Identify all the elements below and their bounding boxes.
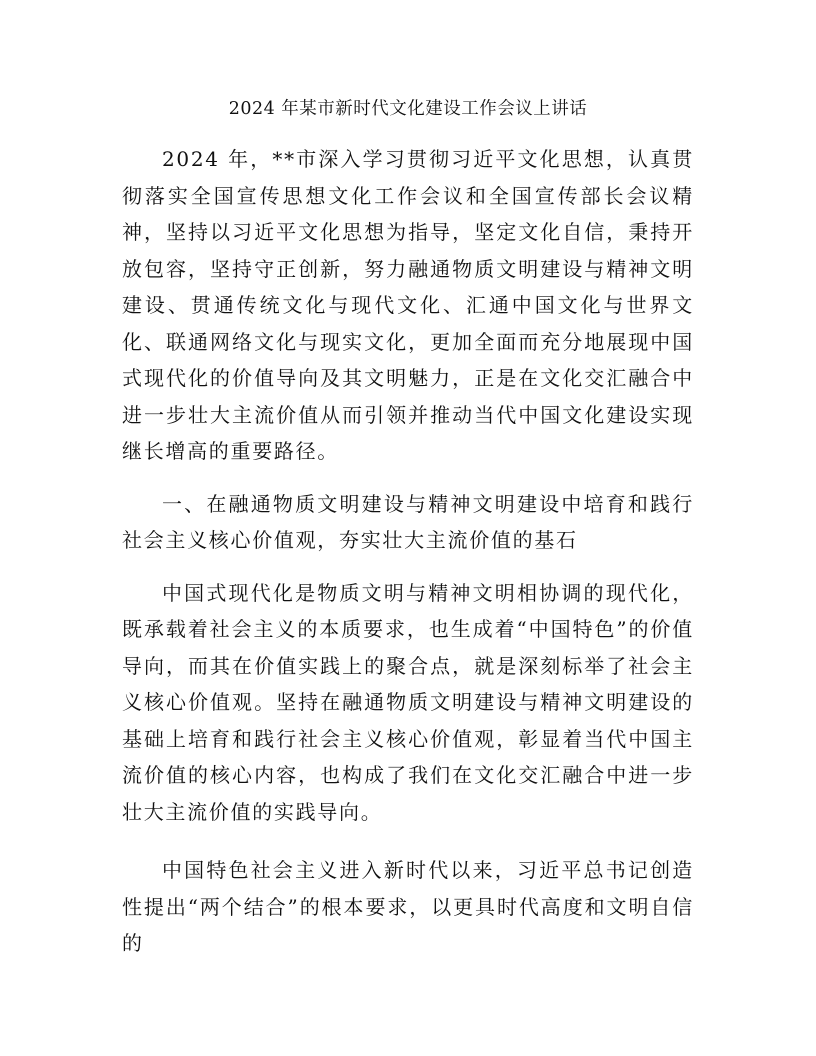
section-heading-1: 一、在融通物质文明建设与精神文明建设中培育和践行社会主义核心价值观，夯实壮大主流价值的基石 — [122, 491, 694, 552]
paragraph-intro: 2024 年，**市深入学习贯彻习近平文化思想，认真贯彻落实全国宣传思想文化工作会议和全国宣传部长会议精神，坚持以习近平文化思想为指导，坚定文化自信，秉持开放包容，坚持守正创新，努力融通物质文明建设与精神文明建设、贯通传统文化与现代文化、汇通中国文化与世界文化、联通网络文化与现实文化，更加全面而充分地展现中国式现代化的价值导向及其文明魅力，正是在文化交汇融合中进一步壮大主流价值从而引领并推动当代中国文化建设实现继长增高的重要路径。 — [122, 147, 694, 463]
paragraph-two-combinations: 中国特色社会主义进入新时代以来，习近平总书记创造性提出“两个结合”的根本要求，以更具时代高度和文明自信的 — [122, 858, 694, 955]
paragraph-section-1: 中国式现代化是物质文明与精神文明相协调的现代化，既承载着社会主义的本质要求，也生成着“中国特色”的价值导向，而其在价值实践上的聚合点，就是深刻标举了社会主义核心价值观。坚持在融通物质文明建设与精神文明建设的基础上培育和践行社会主义核心价值观，彰显着当代中国主流价值的核心内容，也构成了我们在文化交汇融合中进一步壮大主流价值的实践导向。 — [122, 580, 694, 824]
document-title: 2024 年某市新时代文化建设工作会议上讲话 — [228, 99, 588, 119]
document-page — [122, 95, 694, 978]
